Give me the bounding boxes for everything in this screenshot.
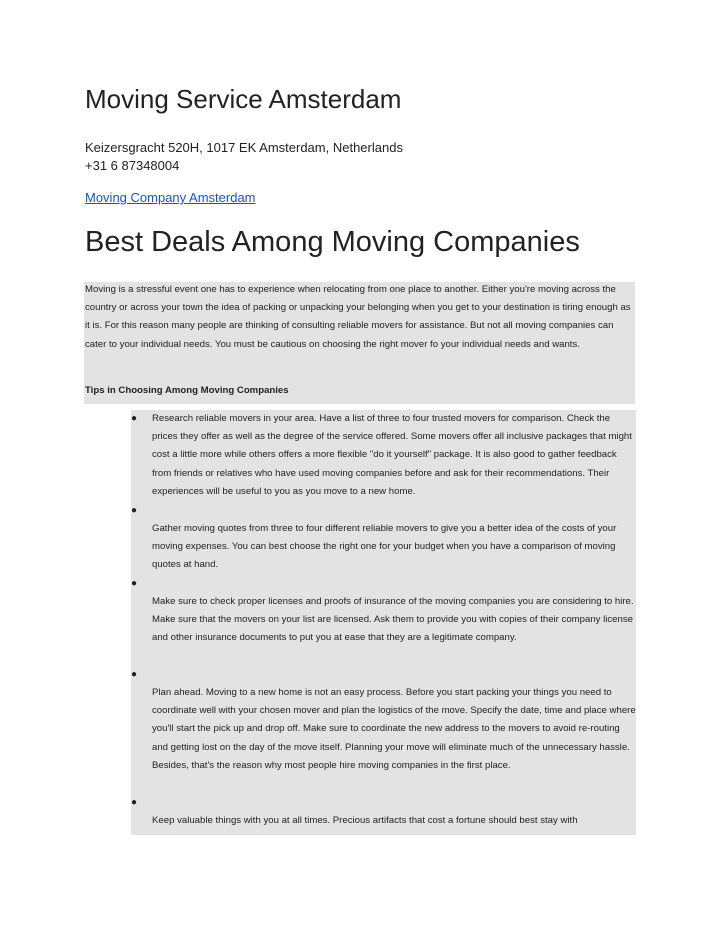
bullet-icon: ● xyxy=(131,505,138,516)
list-item-text: Research reliable movers in your area. Have a list of three to four trusted movers for comparison. Check the prices they offer as well as the degree of the service offered. Some movers offer all inclusive packages that might cost a little more while others offers a more flexible "do it yourself" package. It is also good to gather feedback from friends or relatives who have used moving companies before and ask for their recommendations. Their experiences will be useful to you as you move to a new home. xyxy=(152,413,632,497)
list-item-text: Plan ahead. Moving to a new home is not an easy process. Before you start packing your things you need to coordinate well with your chosen mover and plan the logistics of the move. Specify the date, time and place where you'll start the pick up and drop off. Make sure to coordinate the new address to the movers to avoid re-routing and getting lost on the day of the move itself. Planning your move will eliminate much of the unnecessary hassle. Besides, that's the reason why most people hire moving companies in the first place. xyxy=(152,687,636,771)
tips-title: Tips in Choosing Among Moving Companies xyxy=(85,385,289,396)
contact-info xyxy=(85,139,403,175)
bullet-icon: ● xyxy=(131,578,138,589)
intro-paragraph: Moving is a stressful event one has to experience when relocating from one place to another. Either you're moving across the country or across your town the idea of packing or unpacking your belonging when you get to your destination is tiring enough as it is. For this reason many people are thinking of consulting reliable movers for assistance. But not all moving companies can cater to your individual needs. You must be cautious on choosing the right mover fo your individual needs and wants. xyxy=(85,284,631,350)
phone-text: +31 6 87348004 xyxy=(85,158,180,173)
company-link[interactable]: Moving Company Amsterdam xyxy=(85,190,256,205)
bullet-icon: ● xyxy=(131,669,138,680)
list-item-text: Gather moving quotes from three to four different reliable movers to give you a better idea of the costs of your moving expenses. You can best choose the right one for your budget when you have a comparison of moving quotes at hand. xyxy=(152,523,617,571)
bullet-icon: ● xyxy=(131,413,138,424)
list-item-text: Keep valuable things with you at all times. Precious artifacts that cost a fortune should best stay with xyxy=(152,815,578,826)
tips-list xyxy=(131,410,636,835)
page-title: Moving Service Amsterdam xyxy=(85,84,402,114)
section-heading: Best Deals Among Moving Companies xyxy=(85,226,580,258)
address-text: Keizersgracht 520H, 1017 EK Amsterdam, Netherlands xyxy=(85,140,403,155)
list-item-text: Make sure to check proper licenses and proofs of insurance of the moving companies you are considering to hire. Make sure that the movers on your list are licensed. Ask them to provide you with copies of their company license and other insurance documents to put you at ease that they are a legitimate company. xyxy=(152,596,634,644)
bullet-icon: ● xyxy=(131,797,138,808)
